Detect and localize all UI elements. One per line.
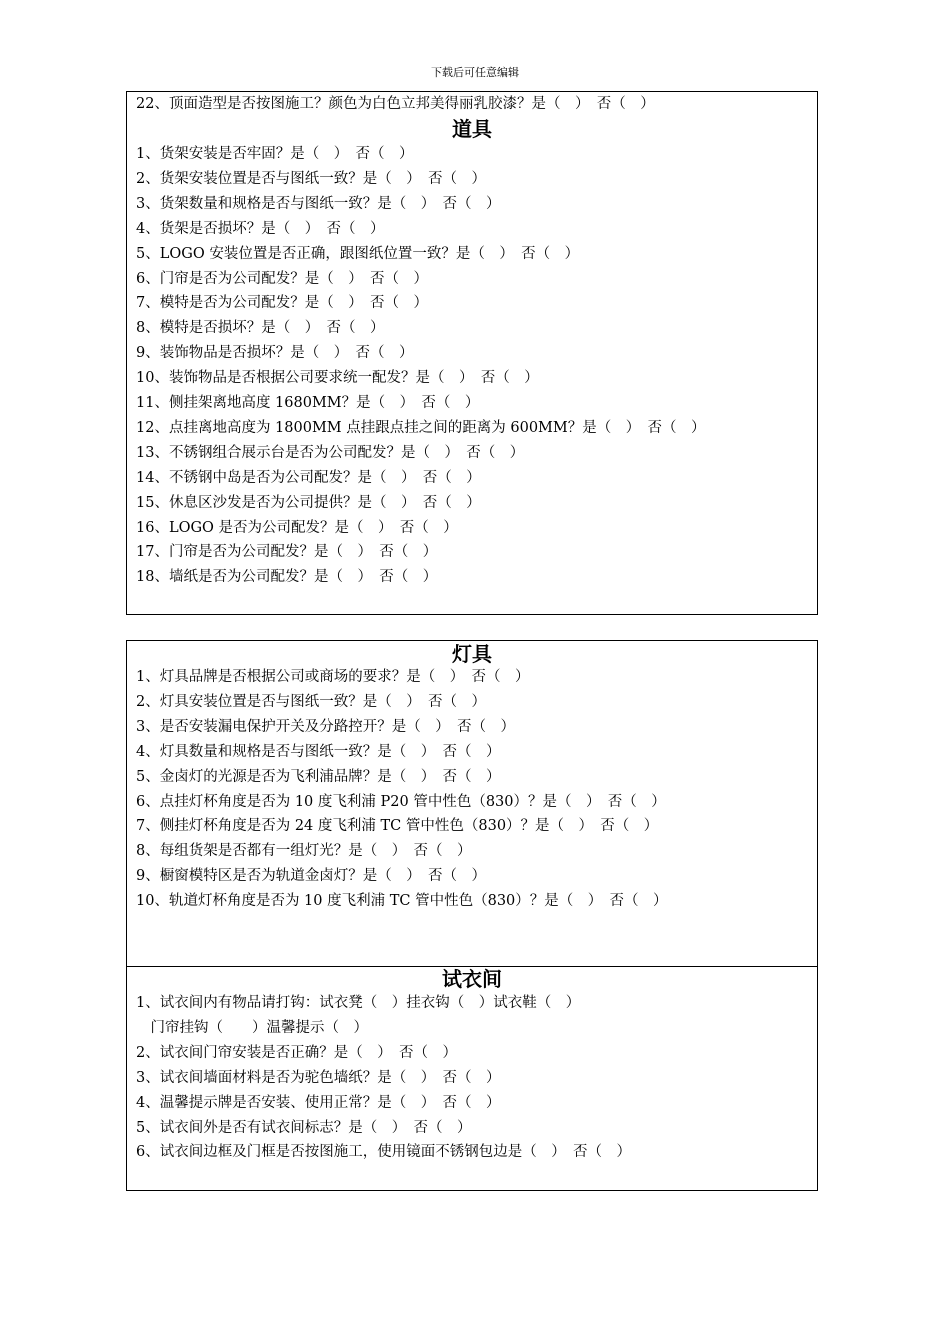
lighting-fitting-sections xyxy=(126,640,818,1191)
props-section xyxy=(126,91,818,615)
lighting-checklist-item: 7、侧挂灯杯角度是否为 24 度飞利浦 TC 管中性色（830）？是（ ） 否（ ） xyxy=(136,818,659,835)
props-checklist-item: 16、LOGO 是否为公司配发？是（ ） 否（ ） xyxy=(136,519,458,536)
props-checklist-item: 6、门帘是否为公司配发？是（ ） 否（ ） xyxy=(136,270,428,287)
fitting-room-checklist-item: 2、试衣间门帘安装是否正确？是（ ） 否（ ） xyxy=(136,1044,457,1061)
props-title: 道具 xyxy=(452,117,492,141)
fitting-room-checklist-item: 4、温馨提示牌是否安装、使用正常？是（ ） 否（ ） xyxy=(136,1094,501,1111)
props-checklist-item: 15、休息区沙发是否为公司提供？是（ ） 否（ ） xyxy=(136,494,481,511)
props-checklist-item: 11、侧挂架离地高度 1680MM？是（ ） 否（ ） xyxy=(136,395,480,411)
props-checklist-item: 1、货架安装是否牢固？是（ ） 否（ ） xyxy=(136,146,414,162)
fitting-room-checklist-item: 6、试衣间边框及门框是否按图施工，使用镜面不锈钢包边是（ ） 否（ ） xyxy=(136,1144,631,1161)
lighting-checklist-item: 8、每组货架是否都有一组灯光？是（ ） 否（ ） xyxy=(136,843,472,860)
page-header: 下载后可任意编辑 xyxy=(431,66,519,79)
props-checklist-item: 9、装饰物品是否损坏？是（ ） 否（ ） xyxy=(136,345,414,362)
fitting-room-title: 试衣间 xyxy=(442,967,502,991)
props-checklist-item: 17、门帘是否为公司配发？是（ ） 否（ ） xyxy=(136,544,438,561)
props-checklist-item: 7、模特是否为公司配发？是（ ） 否（ ） xyxy=(136,295,428,312)
props-checklist-item: 4、货架是否损坏？是（ ） 否（ ） xyxy=(136,220,385,237)
props-checklist-item: 5、LOGO 安装位置是否正确，跟图纸位置一致？是（ ） 否（ ） xyxy=(136,245,580,262)
lighting-checklist-item: 1、灯具品牌是否根据公司或商场的要求？是（ ） 否（ ） xyxy=(136,669,530,685)
fitting-room-checklist-item: 3、试衣间墙面材料是否为驼色墙纸？是（ ） 否（ ） xyxy=(136,1069,501,1086)
props-checklist-item: 3、货架数量和规格是否与图纸一致？是（ ） 否（ ） xyxy=(136,195,501,212)
props-checklist-item: 14、不锈钢中岛是否为公司配发？是（ ） 否（ ） xyxy=(136,469,481,486)
props-checklist-item: 2、货架安装位置是否与图纸一致？是（ ） 否（ ） xyxy=(136,170,486,187)
fitting-room-checklist-item: 1、试衣间内有物品请打钩：试衣凳（ ）挂衣钩（ ）试衣鞋（ ） xyxy=(136,995,581,1011)
props-checklist-item: 18、墙纸是否为公司配发？是（ ） 否（ ） xyxy=(136,569,438,586)
lighting-checklist-item: 9、橱窗模特区是否为轨道金卤灯？是（ ） 否（ ） xyxy=(136,868,486,885)
fitting-room-checklist-item: 门帘挂钩（ ）温馨提示（ ） xyxy=(136,1019,368,1036)
lighting-checklist-item: 4、灯具数量和规格是否与图纸一致？是（ ） 否（ ） xyxy=(136,743,501,760)
lighting-checklist-item: 2、灯具安装位置是否与图纸一致？是（ ） 否（ ） xyxy=(136,693,486,710)
props-checklist-item: 12、点挂离地高度为 1800MM 点挂跟点挂之间的距离为 600MM？是（ ） 否（ ） xyxy=(136,419,706,436)
ceiling-question-line: 22、顶面造型是否按图施工？颜色为白色立邦美得丽乳胶漆？是（ ） 否（ ） xyxy=(136,96,655,112)
props-checklist-item: 8、模特是否损坏？是（ ） 否（ ） xyxy=(136,320,385,337)
lighting-checklist-item: 6、点挂灯杯角度是否为 10 度飞利浦 P20 管中性色（830）？是（ ） 否（ ） xyxy=(136,793,666,810)
props-checklist-item: 10、装饰物品是否根据公司要求统一配发？是（ ） 否（ ） xyxy=(136,370,539,387)
props-checklist-item: 13、不锈钢组合展示台是否为公司配发？是（ ） 否（ ） xyxy=(136,444,525,461)
lighting-title: 灯具 xyxy=(452,642,492,666)
lighting-checklist-item: 10、轨道灯杯角度是否为 10 度飞利浦 TC 管中性色（830）？是（ ） 否（ ） xyxy=(136,893,668,910)
fitting-room-checklist-item: 5、试衣间外是否有试衣间标志？是（ ） 否（ ） xyxy=(136,1119,472,1136)
lighting-checklist-item: 3、是否安装漏电保护开关及分路控开？是（ ） 否（ ） xyxy=(136,718,515,735)
lighting-checklist-item: 5、金卤灯的光源是否为飞利浦品牌？是（ ） 否（ ） xyxy=(136,768,501,785)
